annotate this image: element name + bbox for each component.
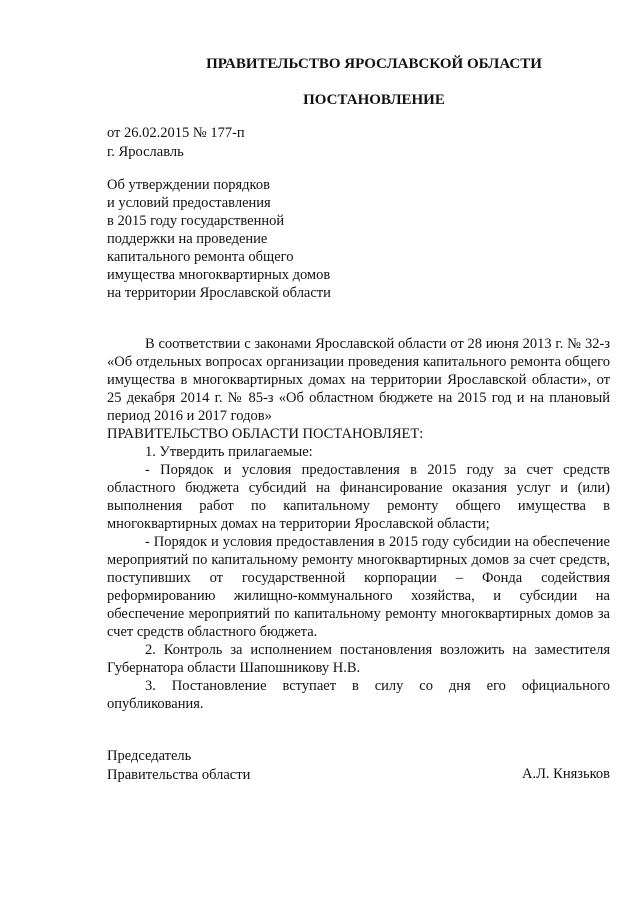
item-1a: - Порядок и условия предоставления в 2015 году за счет средств областного бюджета субсидий на финансирование оказания услуг и (или) выполнения работ по капитальному ремонту общего имущества в многоквартирных домах на территории Ярославской области; [107,462,610,532]
subject-line: имущества многоквартирных домов [107,267,331,283]
subject-line: в 2015 году государственной [107,213,285,229]
subject-line: поддержки на проведение [107,231,268,247]
item-3: 3. Постановление вступает в силу со дня его официального опубликования. [107,678,610,712]
decree-line: ПРАВИТЕЛЬСТВО ОБЛАСТИ ПОСТАНОВЛЯЕТ: [107,426,424,442]
subject-line: и условий предоставления [107,195,271,211]
subject-line: Об утверждении порядков [107,177,270,193]
document-type: ПОСТАНОВЛЕНИЕ [303,92,445,108]
document-meta [107,124,245,162]
document-subject [107,176,407,302]
signatory-name: А.Л. Князьков [521,766,610,782]
subject-line: на территории Ярославской области [107,285,331,301]
signature-title [107,747,250,785]
signature-title-line: Председатель [107,748,192,764]
date-number: от 26.02.2015 № 177-п [107,125,245,141]
item-1: 1. Утвердить прилагаемые: [145,444,313,460]
document-body [107,335,610,713]
subject-line: капитального ремонта общего [107,249,294,265]
signature-title-line: Правительства области [107,767,251,783]
item-2: 2. Контроль за исполнением постановления возложить на заместителя Губернатора области Шапошникову Н.В. [107,642,610,676]
preamble-paragraph: В соответствии с законами Ярославской области от 28 июня 2013 г. № 32-з «Об отдельных вопросах организации проведения капитального ремонта общего имущества в многоквартирных домах на территории Ярославской области», от 25 декабря 2014 г. № 85-з «Об областном бюджете на 2015 год и на плановый период 2016 и 2017 годов» [107,336,610,424]
item-1b: - Порядок и условия предоставления в 2015 году субсидии на обеспечение мероприятий по капитальному ремонту многоквартирных домов за счет средств, поступивших от государственной корпорации – Фонда содействия реформированию жилищно-коммунального хозяйства, и субсидии на обеспечение мероприятий по капитальному ремонту многоквартирных домов за счет средств областного бюджета. [107,534,610,640]
organization-title: ПРАВИТЕЛЬСТВО ЯРОСЛАВСКОЙ ОБЛАСТИ [206,56,542,72]
place: г. Ярославль [107,144,184,160]
